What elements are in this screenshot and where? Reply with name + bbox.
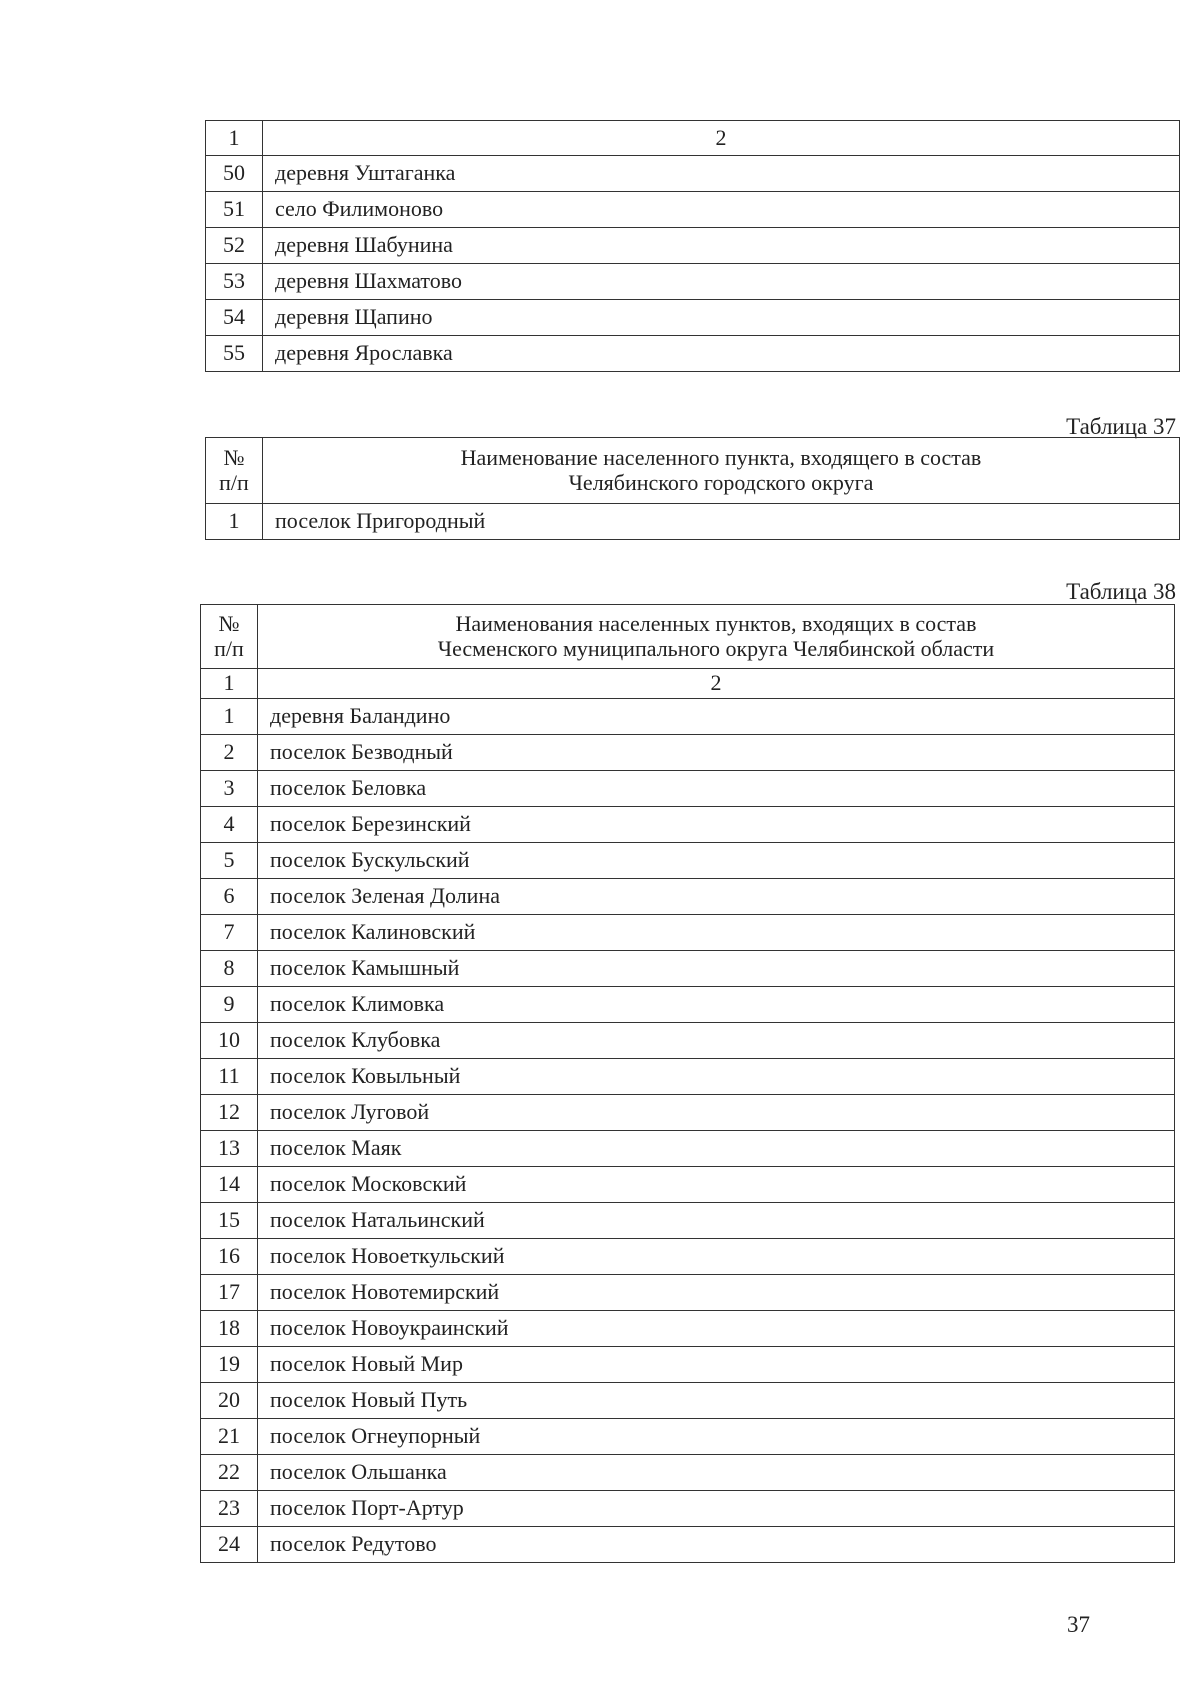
table-row [201, 1239, 1175, 1275]
table-row [201, 843, 1175, 879]
header-line: Челябинского городского округа [568, 469, 874, 495]
row-number: 2 [201, 735, 258, 771]
settlement-name: поселок Камышный [258, 951, 1175, 987]
row-number: 24 [201, 1527, 258, 1563]
row-number: 5 [201, 843, 258, 879]
settlement-name: поселок Климовка [258, 987, 1175, 1023]
table-header-row [201, 605, 1175, 669]
settlement-name: поселок Новый Мир [258, 1347, 1175, 1383]
row-number: 17 [201, 1275, 258, 1311]
settlement-name: деревня Шахматово [263, 264, 1180, 300]
row-number: 51 [206, 192, 263, 228]
settlement-name: поселок Беловка [258, 771, 1175, 807]
row-number: 22 [201, 1455, 258, 1491]
table-row [201, 1131, 1175, 1167]
settlement-name: поселок Березинский [258, 807, 1175, 843]
col-number-header: 1 [206, 121, 263, 156]
row-number: 3 [201, 771, 258, 807]
table-row [201, 951, 1175, 987]
settlement-name: поселок Пригородный [263, 504, 1180, 540]
col-number-header [206, 438, 263, 504]
settlement-name: деревня Щапино [263, 300, 1180, 336]
settlement-name: поселок Редутово [258, 1527, 1175, 1563]
col-number-header [201, 605, 258, 669]
settlement-name: поселок Калиновский [258, 915, 1175, 951]
col-name-header [263, 438, 1180, 504]
table-row [206, 504, 1180, 540]
settlement-name: деревня Уштаганка [263, 156, 1180, 192]
settlement-name: поселок Маяк [258, 1131, 1175, 1167]
table-row [206, 156, 1180, 192]
row-number: 11 [201, 1059, 258, 1095]
col-number-index: 1 [201, 669, 258, 699]
settlement-name: поселок Натальинский [258, 1203, 1175, 1239]
row-number: 54 [206, 300, 263, 336]
row-number: 55 [206, 336, 263, 372]
table-row [201, 1491, 1175, 1527]
settlement-name: поселок Новотемирский [258, 1275, 1175, 1311]
table-row [201, 735, 1175, 771]
row-number: 18 [201, 1311, 258, 1347]
row-number: 10 [201, 1023, 258, 1059]
settlement-name: поселок Луговой [258, 1095, 1175, 1131]
table-row [206, 336, 1180, 372]
header-line: № [218, 611, 240, 637]
header-line: Наименования населенных пунктов, входящих в состав [455, 611, 977, 637]
table-row [206, 228, 1180, 264]
row-number: 4 [201, 807, 258, 843]
settlement-name: поселок Порт-Артур [258, 1491, 1175, 1527]
table-row [201, 1383, 1175, 1419]
col-name-index: 2 [258, 669, 1175, 699]
table-row [201, 807, 1175, 843]
table-row [201, 1275, 1175, 1311]
row-number: 21 [201, 1419, 258, 1455]
table-header-row [206, 121, 1180, 156]
table-row [201, 987, 1175, 1023]
row-number: 20 [201, 1383, 258, 1419]
settlement-name: поселок Ольшанка [258, 1455, 1175, 1491]
col-name-header: 2 [263, 121, 1180, 156]
table-38 [200, 604, 1175, 1563]
table-row [201, 1203, 1175, 1239]
row-number: 12 [201, 1095, 258, 1131]
row-number: 6 [201, 879, 258, 915]
row-number: 16 [201, 1239, 258, 1275]
table-header-row [206, 438, 1180, 504]
table38-caption: Таблица 38 [1066, 579, 1176, 604]
table-row [201, 699, 1175, 735]
header-line: п/п [219, 469, 249, 495]
table-row [201, 1455, 1175, 1491]
header-line: Чесменского муниципального округа Челябинской области [437, 635, 995, 661]
row-number: 1 [201, 699, 258, 735]
table-subheader-row [201, 669, 1175, 699]
settlement-name: село Филимоново [263, 192, 1180, 228]
table-row [201, 879, 1175, 915]
col-name-header [258, 605, 1175, 669]
settlement-name: деревня Шабунина [263, 228, 1180, 264]
table-37 [205, 437, 1180, 540]
table-row [201, 1095, 1175, 1131]
table-row [201, 771, 1175, 807]
row-number: 14 [201, 1167, 258, 1203]
table-row [206, 264, 1180, 300]
table-continuation [205, 120, 1180, 372]
settlement-name: поселок Ковыльный [258, 1059, 1175, 1095]
row-number: 7 [201, 915, 258, 951]
row-number: 52 [206, 228, 263, 264]
page-number: 37 [1067, 1612, 1090, 1637]
row-number: 50 [206, 156, 263, 192]
settlement-name: деревня Баландино [258, 699, 1175, 735]
table-row [201, 1023, 1175, 1059]
settlement-name: поселок Новоеткульский [258, 1239, 1175, 1275]
row-number: 8 [201, 951, 258, 987]
table-row [206, 192, 1180, 228]
settlement-name: поселок Бускульский [258, 843, 1175, 879]
table-row [201, 1311, 1175, 1347]
settlement-name: поселок Новый Путь [258, 1383, 1175, 1419]
row-number: 9 [201, 987, 258, 1023]
row-number: 13 [201, 1131, 258, 1167]
settlement-name: поселок Новоукраинский [258, 1311, 1175, 1347]
settlement-name: поселок Клубовка [258, 1023, 1175, 1059]
row-number: 19 [201, 1347, 258, 1383]
table-row [201, 1167, 1175, 1203]
settlement-name: поселок Безводный [258, 735, 1175, 771]
table-row [201, 915, 1175, 951]
table-row [201, 1419, 1175, 1455]
header-line: № [223, 445, 245, 471]
header-line: п/п [214, 635, 244, 661]
table37-caption: Таблица 37 [1066, 414, 1176, 439]
settlement-name: поселок Московский [258, 1167, 1175, 1203]
table-row [201, 1527, 1175, 1563]
settlement-name: деревня Ярославка [263, 336, 1180, 372]
header-line: Наименование населенного пункта, входящего в состав [460, 445, 982, 471]
table-row [201, 1059, 1175, 1095]
row-number: 15 [201, 1203, 258, 1239]
settlement-name: поселок Зеленая Долина [258, 879, 1175, 915]
table-row [201, 1347, 1175, 1383]
row-number: 1 [206, 504, 263, 540]
table-row [206, 300, 1180, 336]
settlement-name: поселок Огнеупорный [258, 1419, 1175, 1455]
row-number: 53 [206, 264, 263, 300]
row-number: 23 [201, 1491, 258, 1527]
